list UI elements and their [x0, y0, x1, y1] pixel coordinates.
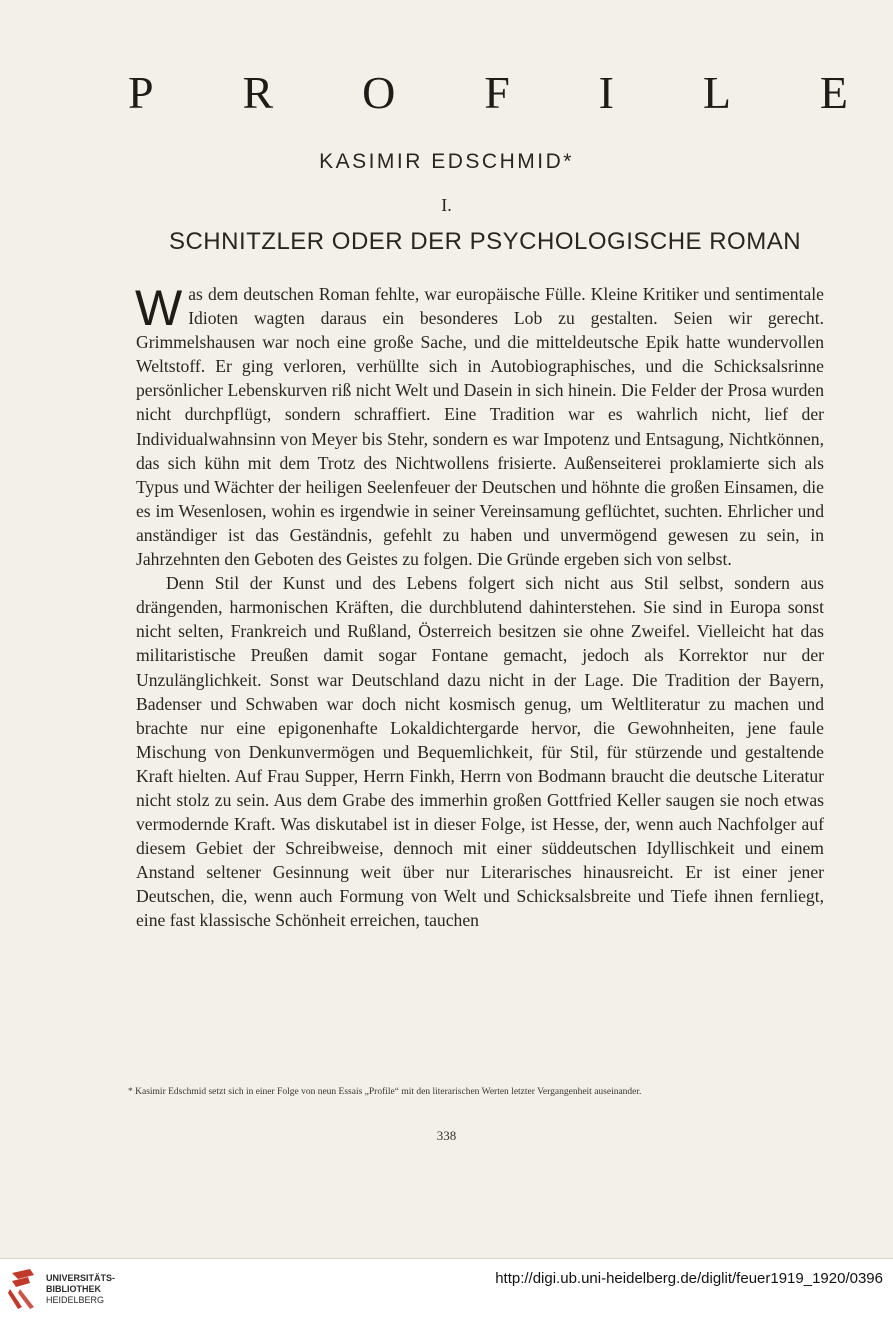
- title-letter: O: [362, 67, 396, 118]
- section-numeral: I.: [441, 195, 452, 215]
- library-line-1: UNIVERSITÄTS-: [46, 1273, 116, 1283]
- library-name: [46, 1273, 115, 1306]
- university-library-logo-icon[interactable]: [8, 1267, 38, 1311]
- title-letter: I: [598, 67, 614, 118]
- page-number: 338: [436, 1128, 457, 1143]
- author-name: KASIMIR EDSCHMID*: [319, 150, 574, 173]
- title-letter: R: [242, 67, 274, 118]
- title-letter: E: [819, 67, 848, 118]
- paragraph-2: Denn Stil der Kunst und des Lebens folgert sich nicht aus Stil selbst, sondern aus drängenden, harmonischen Kräften, die durchblutend dahinterstehen. Sie sind in Europa sonst nicht selten, Frankreich und Rußland, Österreich besitzen sie ohne Zweifel. Vielleicht hat das militaristische Preußen damit sogar Fontane gemacht, jedoch als Korrektor nur der Unzulänglichkeit. Sonst war Deutschland dazu nicht in der Lage. Die Tradition der Bayern, Badenser und Schwaben war doch nicht kosmisch genug, um Weltliteratur zu machen und brachte nur eine epigonenhafte Lokaldichtergarde hervor, die Gewohnheiten, jene faule Mischung von Denkunvermögen und Bequemlichkeit, für Stil, für stürzende und gestaltende Kraft hielten. Auf Frau Supper, Herrn Finkh, Herrn von Bodmann braucht die deutsche Literatur nicht stolz zu sein. Aus dem Grabe des immerhin großen Gottfried Keller saugen sie noch etwas vermodernde Kraft. Was diskutabel ist in dieser Folge, ist Hesse, der, wenn auch Nachfolger auf diesem Gebiet der Schreibweise, dennoch mit einer süddeutschen Idyllischkeit und einem Anstand seltener Gesinnung weit über nur Literarisches hinausreicht. Er ist einer jener Deutschen, die, wenn auch Formung von Welt und Schicksalsbreite und Tiefe ihnen fernliegt, eine fast klassische Schönheit erreichen, tauchen: [136, 573, 824, 931]
- title-letter: L: [702, 67, 731, 118]
- title-letter: P: [128, 67, 154, 118]
- chapter-title: SCHNITZLER ODER DER PSYCHOLOGISCHE ROMAN: [168, 228, 802, 255]
- title-letter: F: [484, 67, 510, 118]
- article-body: [136, 282, 824, 933]
- permalink-url[interactable]: http://digi.ub.uni-heidelberg.de/diglit/feuer1919_1920/0396: [495, 1270, 883, 1287]
- viewer-footer: [0, 1258, 893, 1323]
- profile-title: [128, 66, 848, 119]
- paragraph-1: [136, 282, 824, 571]
- footnote: * Kasimir Edschmid setzt sich in einer Folge von neun Essais „Profile“ mit den literarischen Werten letzter Vergangenheit auseinander.: [128, 1087, 642, 1097]
- paragraph-1-text: as dem deutschen Roman fehlte, war europäische Fülle. Kleine Kritiker und sentimentale Idioten wagten daraus ein besonderes Lob zu gestalten. Seien wir gerecht. Grimmelshausen war noch eine große Sache, und die mitteldeutsche Epik hatte wundervollen Weltstoff. Er ging verloren, verhüllte sich in Autobiographisches, und die Schicksalsrinne persönlicher Lebenskurven riß nicht Welt und Dasein in sich hinein. Die Felder der Prosa wurden nicht durchpflügt, sondern schraffiert. Eine Tradition war es wahrlich nicht, lief der Individualwahnsinn von Meyer bis Stehr, sondern es war Impotenz und Entsagung, Nichtkönnen, das sich kühn mit dem Trotz des Nichtwollens frisierte. Außenseiterei proklamierte sich als Typus und Wächter der heiligen Seelenfeuer der Deutschen und höhnte die großen Einsamen, die es im Wesenlosen, wohin es irgendwie in seiner Vereinsamung geflüchtet, suchten. Ehrlicher und anständiger ist das Geständnis, gefehlt zu haben und unvermögend gewesen zu sein, in Jahrzehnten den Geboten des Geistes zu folgen. Die Gründe ergeben sich von selbst.: [136, 284, 824, 570]
- drop-cap: W: [135, 280, 183, 336]
- library-line-2: BIBLIOTHEK: [46, 1284, 101, 1294]
- library-line-3: HEIDELBERG: [46, 1295, 105, 1305]
